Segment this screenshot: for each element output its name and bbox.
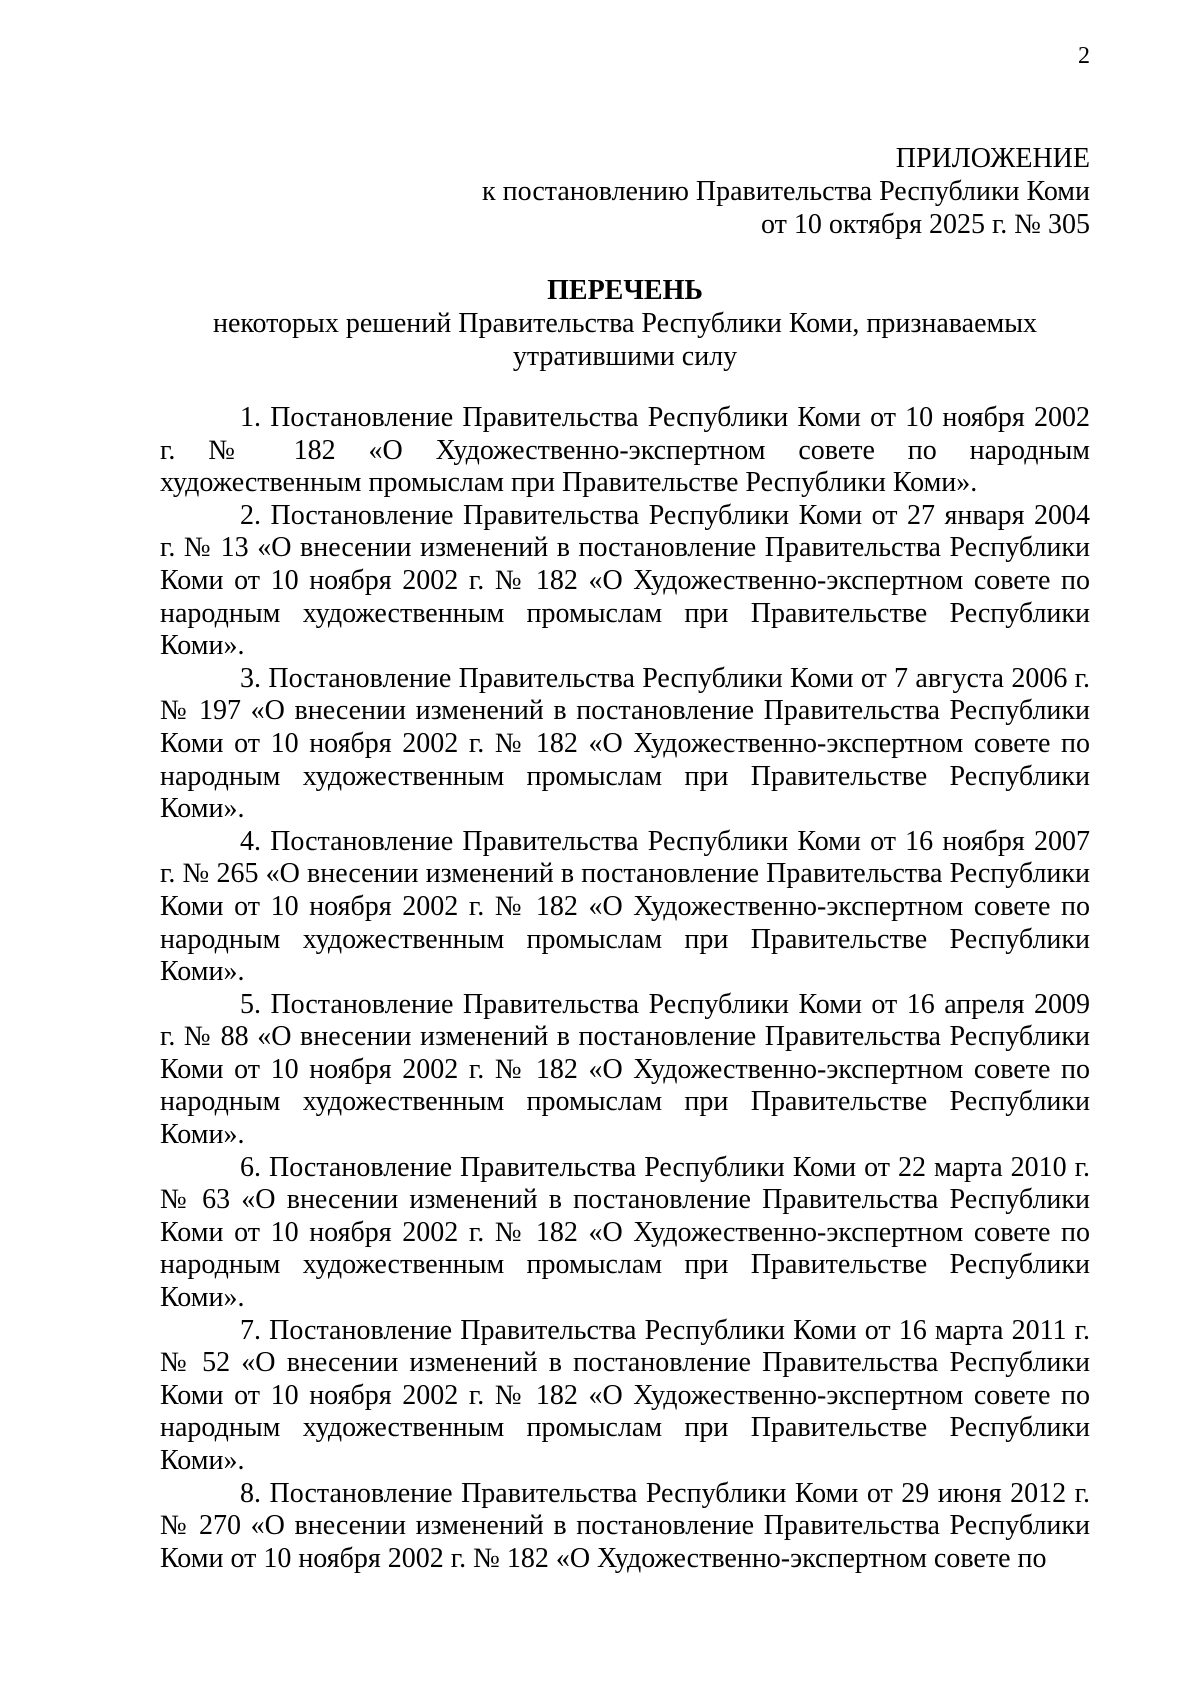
list-item-4: 4. Постановление Правительства Республики Коми от 16 ноября 2007 г. № 265 «О внесении изменений в постановление Правительства Республики Коми от 10 ноября 2002 г. № 182 «О Художественно-экспертном совете по народным художественным промыслам при Правительстве Республики Коми». (160, 825, 1090, 988)
list-item-1: 1. Постановление Правительства Республики Коми от 10 ноября 2002 г. № 182 «О Художественно-экспертном совете по народным художественным промыслам при Правительстве Республики Коми». (160, 402, 1090, 499)
appendix-label: ПРИЛОЖЕНИЕ (895, 143, 1090, 174)
repealed-decisions-list (160, 402, 1090, 1575)
appendix-block (390, 142, 1090, 241)
title-heading: ПЕРЕЧЕНЬ (547, 275, 703, 306)
list-item-6: 6. Постановление Правительства Республики Коми от 22 марта 2010 г. № 63 «О внесении изменений в постановление Правительства Республики Коми от 10 ноября 2002 г. № 182 «О Художественно-экспертном совете по народным художественным промыслам при Правительстве Республики Коми». (160, 1151, 1090, 1314)
list-item-7: 7. Постановление Правительства Республики Коми от 16 марта 2011 г. № 52 «О внесении изменений в постановление Правительства Республики Коми от 10 ноября 2002 г. № 182 «О Художественно-экспертном совете по народным художественным промыслам при Правительстве Республики Коми». (160, 1314, 1090, 1476)
document-title (160, 274, 1090, 373)
list-item-2: 2. Постановление Правительства Республики Коми от 27 января 2004 г. № 13 «О внесении изменений в постановление Правительства Республики Коми от 10 ноября 2002 г. № 182 «О Художественно-экспертном совете по народным художественным промыслам при Правительстве Республики Коми». (160, 499, 1090, 662)
appendix-line-2: от 10 октября 2025 г. № 305 (760, 209, 1090, 240)
list-item-8: 8. Постановление Правительства Республики Коми от 29 июня 2012 г. № 270 «О внесении изменений в постановление Правительства Республики Коми от 10 ноября 2002 г. № 182 «О Художественно-экспертном совете по (160, 1477, 1090, 1574)
title-subtitle-line-2: утратившими силу (512, 341, 738, 372)
appendix-line-1: к постановлению Правительства Республики Коми (482, 176, 1090, 207)
list-item-5: 5. Постановление Правительства Республики Коми от 16 апреля 2009 г. № 88 «О внесении изменений в постановление Правительства Республики Коми от 10 ноября 2002 г. № 182 «О Художественно-экспертном совете по народным художественным промыслам при Правительстве Республики Коми». (160, 988, 1090, 1151)
list-item-3: 3. Постановление Правительства Республики Коми от 7 августа 2006 г. № 197 «О внесении изменений в постановление Правительства Республики Коми от 10 ноября 2002 г. № 182 «О Художественно-экспертном совете по народным художественным промыслам при Правительстве Республики Коми». (160, 662, 1090, 825)
page-number: 2 (1078, 43, 1090, 69)
title-subtitle-line-1: некоторых решений Правительства Республики Коми, признаваемых (212, 308, 1038, 339)
